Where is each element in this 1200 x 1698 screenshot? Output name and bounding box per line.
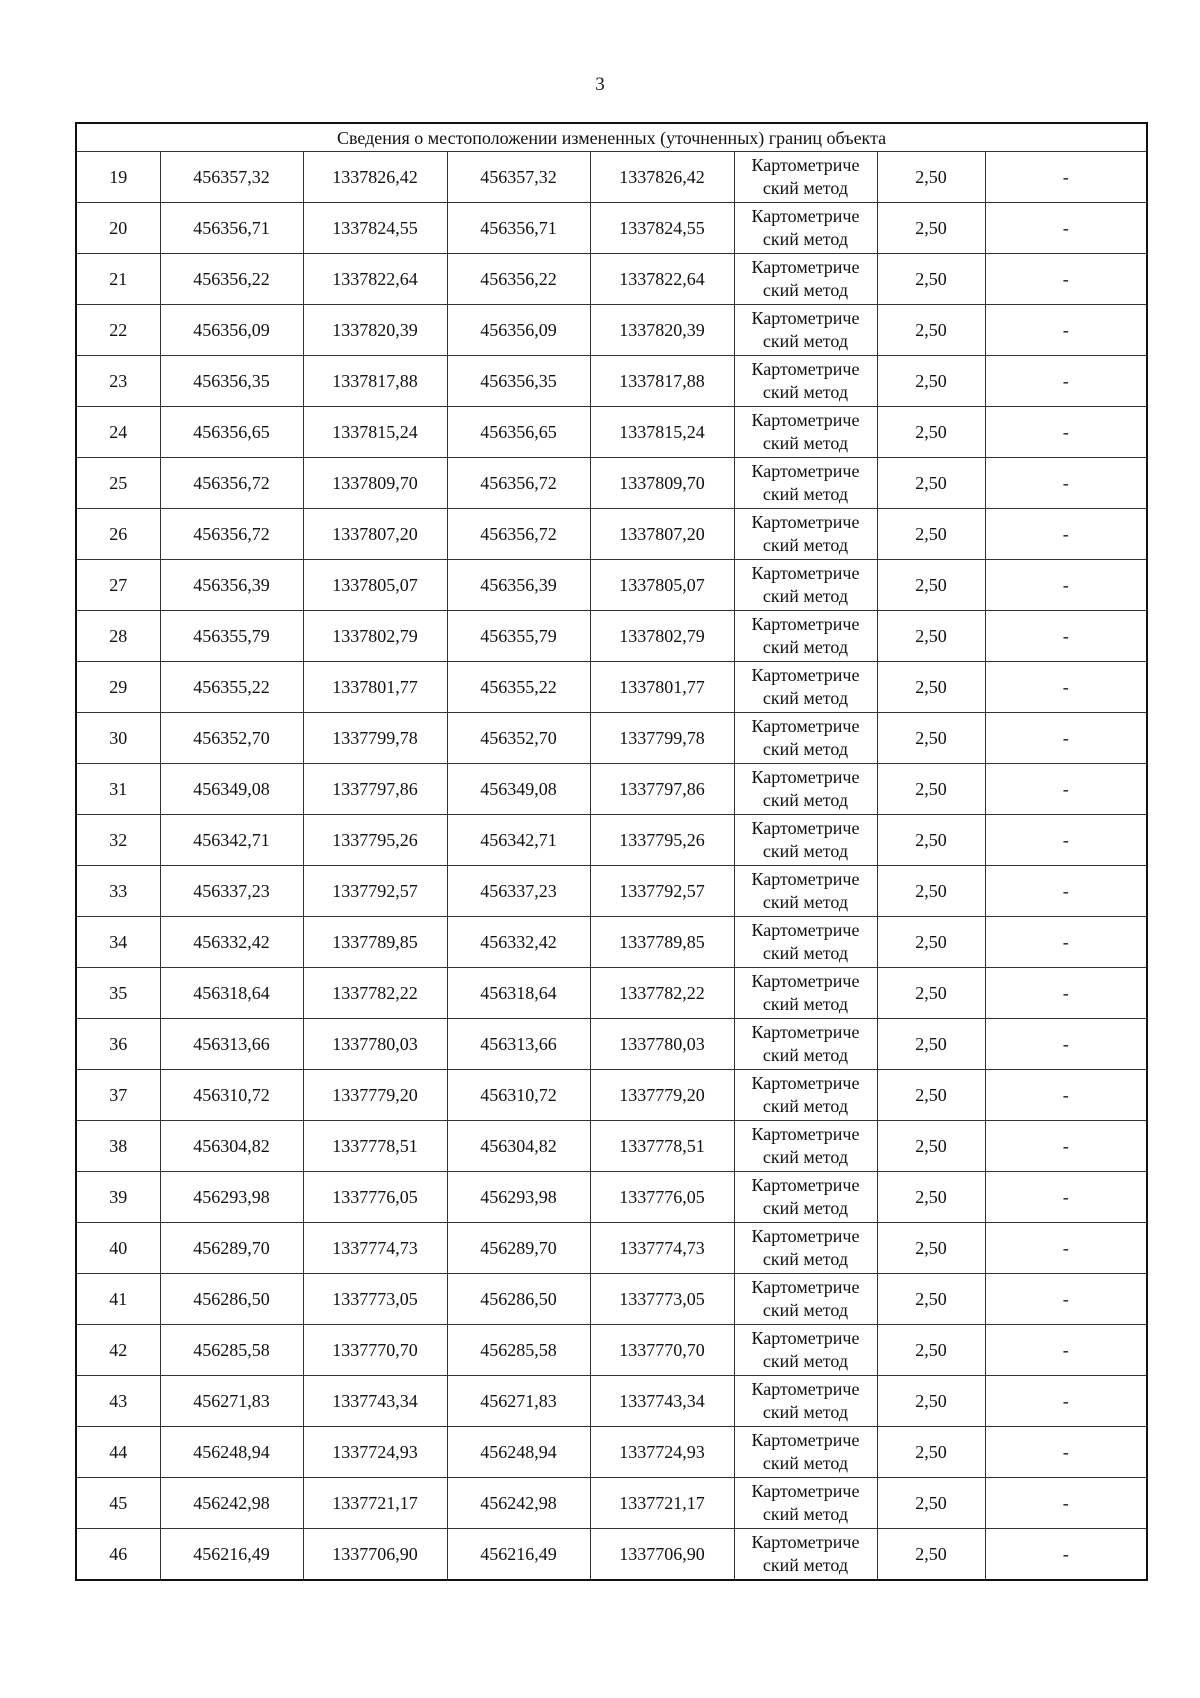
note-cell: -	[985, 917, 1147, 968]
note-cell: -	[985, 611, 1147, 662]
accuracy-cell: 2,50	[877, 662, 985, 713]
table-row	[76, 764, 1147, 815]
accuracy-cell: 2,50	[877, 203, 985, 254]
table-row	[76, 1478, 1147, 1529]
method-cell: Картометриче ский метод	[734, 815, 877, 866]
point-number-cell: 28	[76, 611, 160, 662]
x-existing-cell: 456356,39	[160, 560, 303, 611]
coordinates-table-container	[75, 122, 1146, 1581]
x-refined-cell: 456352,70	[447, 713, 590, 764]
accuracy-cell: 2,50	[877, 407, 985, 458]
x-existing-cell: 456356,35	[160, 356, 303, 407]
y-existing-cell: 1337802,79	[303, 611, 447, 662]
y-existing-cell: 1337724,93	[303, 1427, 447, 1478]
y-existing-cell: 1337801,77	[303, 662, 447, 713]
note-cell: -	[985, 356, 1147, 407]
note-cell: -	[985, 1427, 1147, 1478]
note-cell: -	[985, 152, 1147, 203]
accuracy-cell: 2,50	[877, 509, 985, 560]
accuracy-cell: 2,50	[877, 1478, 985, 1529]
y-existing-cell: 1337792,57	[303, 866, 447, 917]
method-cell: Картометриче ский метод	[734, 152, 877, 203]
method-cell: Картометриче ский метод	[734, 203, 877, 254]
method-cell: Картометриче ский метод	[734, 1121, 877, 1172]
x-refined-cell: 456285,58	[447, 1325, 590, 1376]
table-row	[76, 713, 1147, 764]
x-existing-cell: 456337,23	[160, 866, 303, 917]
x-refined-cell: 456304,82	[447, 1121, 590, 1172]
y-existing-cell: 1337778,51	[303, 1121, 447, 1172]
y-refined-cell: 1337706,90	[590, 1529, 734, 1581]
accuracy-cell: 2,50	[877, 1070, 985, 1121]
y-existing-cell: 1337721,17	[303, 1478, 447, 1529]
x-refined-cell: 456332,42	[447, 917, 590, 968]
page-number: 3	[595, 74, 605, 95]
y-existing-cell: 1337799,78	[303, 713, 447, 764]
y-existing-cell: 1337706,90	[303, 1529, 447, 1581]
y-refined-cell: 1337773,05	[590, 1274, 734, 1325]
table-row	[76, 1019, 1147, 1070]
note-cell: -	[985, 968, 1147, 1019]
point-number-cell: 21	[76, 254, 160, 305]
method-cell: Картометриче ский метод	[734, 1427, 877, 1478]
x-refined-cell: 456355,79	[447, 611, 590, 662]
accuracy-cell: 2,50	[877, 305, 985, 356]
y-existing-cell: 1337822,64	[303, 254, 447, 305]
y-existing-cell: 1337805,07	[303, 560, 447, 611]
table-row	[76, 407, 1147, 458]
y-existing-cell: 1337782,22	[303, 968, 447, 1019]
method-cell: Картометриче ский метод	[734, 356, 877, 407]
table-row	[76, 458, 1147, 509]
y-refined-cell: 1337789,85	[590, 917, 734, 968]
y-refined-cell: 1337801,77	[590, 662, 734, 713]
table-row	[76, 662, 1147, 713]
y-refined-cell: 1337826,42	[590, 152, 734, 203]
point-number-cell: 36	[76, 1019, 160, 1070]
table-row	[76, 866, 1147, 917]
x-refined-cell: 456356,72	[447, 458, 590, 509]
y-refined-cell: 1337797,86	[590, 764, 734, 815]
x-refined-cell: 456313,66	[447, 1019, 590, 1070]
x-refined-cell: 456242,98	[447, 1478, 590, 1529]
accuracy-cell: 2,50	[877, 611, 985, 662]
note-cell: -	[985, 1478, 1147, 1529]
y-existing-cell: 1337809,70	[303, 458, 447, 509]
point-number-cell: 22	[76, 305, 160, 356]
x-refined-cell: 456357,32	[447, 152, 590, 203]
x-existing-cell: 456332,42	[160, 917, 303, 968]
table-row	[76, 1427, 1147, 1478]
x-existing-cell: 456356,71	[160, 203, 303, 254]
accuracy-cell: 2,50	[877, 1325, 985, 1376]
table-row	[76, 254, 1147, 305]
point-number-cell: 33	[76, 866, 160, 917]
y-refined-cell: 1337815,24	[590, 407, 734, 458]
accuracy-cell: 2,50	[877, 1427, 985, 1478]
x-refined-cell: 456342,71	[447, 815, 590, 866]
point-number-cell: 25	[76, 458, 160, 509]
x-refined-cell: 456216,49	[447, 1529, 590, 1581]
note-cell: -	[985, 509, 1147, 560]
accuracy-cell: 2,50	[877, 254, 985, 305]
note-cell: -	[985, 1529, 1147, 1581]
x-refined-cell: 456337,23	[447, 866, 590, 917]
accuracy-cell: 2,50	[877, 1019, 985, 1070]
method-cell: Картометриче ский метод	[734, 1172, 877, 1223]
point-number-cell: 41	[76, 1274, 160, 1325]
y-refined-cell: 1337779,20	[590, 1070, 734, 1121]
x-refined-cell: 456310,72	[447, 1070, 590, 1121]
x-existing-cell: 456271,83	[160, 1376, 303, 1427]
table-row	[76, 1529, 1147, 1581]
point-number-cell: 37	[76, 1070, 160, 1121]
point-number-cell: 46	[76, 1529, 160, 1581]
method-cell: Картометриче ский метод	[734, 1274, 877, 1325]
x-refined-cell: 456248,94	[447, 1427, 590, 1478]
accuracy-cell: 2,50	[877, 815, 985, 866]
point-number-cell: 44	[76, 1427, 160, 1478]
y-existing-cell: 1337807,20	[303, 509, 447, 560]
point-number-cell: 35	[76, 968, 160, 1019]
note-cell: -	[985, 407, 1147, 458]
note-cell: -	[985, 1325, 1147, 1376]
note-cell: -	[985, 203, 1147, 254]
method-cell: Картометриче ский метод	[734, 917, 877, 968]
y-refined-cell: 1337780,03	[590, 1019, 734, 1070]
accuracy-cell: 2,50	[877, 1121, 985, 1172]
y-existing-cell: 1337826,42	[303, 152, 447, 203]
point-number-cell: 29	[76, 662, 160, 713]
accuracy-cell: 2,50	[877, 764, 985, 815]
y-refined-cell: 1337782,22	[590, 968, 734, 1019]
table-row	[76, 509, 1147, 560]
accuracy-cell: 2,50	[877, 866, 985, 917]
note-cell: -	[985, 764, 1147, 815]
x-existing-cell: 456242,98	[160, 1478, 303, 1529]
method-cell: Картометриче ский метод	[734, 866, 877, 917]
x-existing-cell: 456216,49	[160, 1529, 303, 1581]
y-refined-cell: 1337795,26	[590, 815, 734, 866]
x-existing-cell: 456356,09	[160, 305, 303, 356]
x-existing-cell: 456304,82	[160, 1121, 303, 1172]
x-existing-cell: 456248,94	[160, 1427, 303, 1478]
accuracy-cell: 2,50	[877, 1274, 985, 1325]
table-body	[76, 152, 1147, 1581]
accuracy-cell: 2,50	[877, 1376, 985, 1427]
y-refined-cell: 1337721,17	[590, 1478, 734, 1529]
table-row	[76, 305, 1147, 356]
x-existing-cell: 456293,98	[160, 1172, 303, 1223]
x-existing-cell: 456285,58	[160, 1325, 303, 1376]
note-cell: -	[985, 713, 1147, 764]
y-refined-cell: 1337824,55	[590, 203, 734, 254]
y-refined-cell: 1337805,07	[590, 560, 734, 611]
x-refined-cell: 456356,22	[447, 254, 590, 305]
y-existing-cell: 1337779,20	[303, 1070, 447, 1121]
x-existing-cell: 456318,64	[160, 968, 303, 1019]
note-cell: -	[985, 254, 1147, 305]
x-refined-cell: 456356,65	[447, 407, 590, 458]
point-number-cell: 19	[76, 152, 160, 203]
y-existing-cell: 1337824,55	[303, 203, 447, 254]
point-number-cell: 20	[76, 203, 160, 254]
y-existing-cell: 1337776,05	[303, 1172, 447, 1223]
point-number-cell: 30	[76, 713, 160, 764]
y-existing-cell: 1337817,88	[303, 356, 447, 407]
method-cell: Картометриче ский метод	[734, 1070, 877, 1121]
method-cell: Картометриче ский метод	[734, 305, 877, 356]
method-cell: Картометриче ский метод	[734, 968, 877, 1019]
table-row	[76, 203, 1147, 254]
y-refined-cell: 1337817,88	[590, 356, 734, 407]
table-row	[76, 152, 1147, 203]
y-refined-cell: 1337774,73	[590, 1223, 734, 1274]
table-row	[76, 1223, 1147, 1274]
method-cell: Картометриче ский метод	[734, 713, 877, 764]
x-existing-cell: 456356,72	[160, 458, 303, 509]
table-row	[76, 1121, 1147, 1172]
note-cell: -	[985, 1223, 1147, 1274]
accuracy-cell: 2,50	[877, 1172, 985, 1223]
note-cell: -	[985, 1019, 1147, 1070]
point-number-cell: 32	[76, 815, 160, 866]
table-row	[76, 1172, 1147, 1223]
y-refined-cell: 1337770,70	[590, 1325, 734, 1376]
accuracy-cell: 2,50	[877, 1529, 985, 1581]
note-cell: -	[985, 815, 1147, 866]
method-cell: Картометриче ский метод	[734, 1376, 877, 1427]
x-refined-cell: 456356,35	[447, 356, 590, 407]
y-existing-cell: 1337797,86	[303, 764, 447, 815]
accuracy-cell: 2,50	[877, 917, 985, 968]
note-cell: -	[985, 1274, 1147, 1325]
x-refined-cell: 456286,50	[447, 1274, 590, 1325]
accuracy-cell: 2,50	[877, 458, 985, 509]
point-number-cell: 26	[76, 509, 160, 560]
point-number-cell: 45	[76, 1478, 160, 1529]
table-row	[76, 1325, 1147, 1376]
note-cell: -	[985, 560, 1147, 611]
point-number-cell: 40	[76, 1223, 160, 1274]
method-cell: Картометриче ский метод	[734, 1325, 877, 1376]
x-refined-cell: 456356,71	[447, 203, 590, 254]
note-cell: -	[985, 305, 1147, 356]
x-existing-cell: 456349,08	[160, 764, 303, 815]
x-existing-cell: 456355,22	[160, 662, 303, 713]
method-cell: Картометриче ский метод	[734, 1019, 877, 1070]
point-number-cell: 23	[76, 356, 160, 407]
y-existing-cell: 1337773,05	[303, 1274, 447, 1325]
x-refined-cell: 456356,09	[447, 305, 590, 356]
y-refined-cell: 1337799,78	[590, 713, 734, 764]
coordinates-table	[75, 122, 1148, 1581]
x-refined-cell: 456318,64	[447, 968, 590, 1019]
x-refined-cell: 456349,08	[447, 764, 590, 815]
y-refined-cell: 1337802,79	[590, 611, 734, 662]
y-existing-cell: 1337820,39	[303, 305, 447, 356]
point-number-cell: 43	[76, 1376, 160, 1427]
point-number-cell: 34	[76, 917, 160, 968]
x-existing-cell: 456286,50	[160, 1274, 303, 1325]
point-number-cell: 42	[76, 1325, 160, 1376]
accuracy-cell: 2,50	[877, 356, 985, 407]
table-row	[76, 611, 1147, 662]
accuracy-cell: 2,50	[877, 1223, 985, 1274]
note-cell: -	[985, 1121, 1147, 1172]
x-refined-cell: 456293,98	[447, 1172, 590, 1223]
x-existing-cell: 456356,72	[160, 509, 303, 560]
y-existing-cell: 1337774,73	[303, 1223, 447, 1274]
point-number-cell: 38	[76, 1121, 160, 1172]
accuracy-cell: 2,50	[877, 968, 985, 1019]
table-row	[76, 1376, 1147, 1427]
x-refined-cell: 456355,22	[447, 662, 590, 713]
method-cell: Картометриче ский метод	[734, 254, 877, 305]
table-row	[76, 1274, 1147, 1325]
y-refined-cell: 1337776,05	[590, 1172, 734, 1223]
note-cell: -	[985, 1172, 1147, 1223]
x-refined-cell: 456356,72	[447, 509, 590, 560]
y-existing-cell: 1337770,70	[303, 1325, 447, 1376]
x-existing-cell: 456355,79	[160, 611, 303, 662]
x-existing-cell: 456342,71	[160, 815, 303, 866]
y-refined-cell: 1337792,57	[590, 866, 734, 917]
method-cell: Картометриче ский метод	[734, 458, 877, 509]
x-existing-cell: 456356,65	[160, 407, 303, 458]
table-caption: Сведения о местоположении измененных (уточненных) границ объекта	[76, 123, 1147, 152]
x-existing-cell: 456289,70	[160, 1223, 303, 1274]
table-row	[76, 917, 1147, 968]
table-row	[76, 968, 1147, 1019]
point-number-cell: 39	[76, 1172, 160, 1223]
x-existing-cell: 456352,70	[160, 713, 303, 764]
y-refined-cell: 1337778,51	[590, 1121, 734, 1172]
table-row	[76, 815, 1147, 866]
accuracy-cell: 2,50	[877, 560, 985, 611]
method-cell: Картометриче ский метод	[734, 1223, 877, 1274]
y-refined-cell: 1337743,34	[590, 1376, 734, 1427]
point-number-cell: 31	[76, 764, 160, 815]
table-row	[76, 560, 1147, 611]
x-refined-cell: 456271,83	[447, 1376, 590, 1427]
note-cell: -	[985, 1070, 1147, 1121]
y-existing-cell: 1337789,85	[303, 917, 447, 968]
x-refined-cell: 456356,39	[447, 560, 590, 611]
accuracy-cell: 2,50	[877, 713, 985, 764]
x-existing-cell: 456310,72	[160, 1070, 303, 1121]
table-row	[76, 1070, 1147, 1121]
accuracy-cell: 2,50	[877, 152, 985, 203]
y-refined-cell: 1337820,39	[590, 305, 734, 356]
y-existing-cell: 1337743,34	[303, 1376, 447, 1427]
x-refined-cell: 456289,70	[447, 1223, 590, 1274]
method-cell: Картометриче ский метод	[734, 662, 877, 713]
method-cell: Картометриче ский метод	[734, 509, 877, 560]
note-cell: -	[985, 458, 1147, 509]
y-refined-cell: 1337724,93	[590, 1427, 734, 1478]
y-refined-cell: 1337809,70	[590, 458, 734, 509]
table-row	[76, 356, 1147, 407]
y-existing-cell: 1337780,03	[303, 1019, 447, 1070]
point-number-cell: 24	[76, 407, 160, 458]
y-existing-cell: 1337815,24	[303, 407, 447, 458]
method-cell: Картометриче ский метод	[734, 764, 877, 815]
y-existing-cell: 1337795,26	[303, 815, 447, 866]
point-number-cell: 27	[76, 560, 160, 611]
y-refined-cell: 1337822,64	[590, 254, 734, 305]
method-cell: Картометриче ский метод	[734, 1478, 877, 1529]
method-cell: Картометриче ский метод	[734, 611, 877, 662]
x-existing-cell: 456313,66	[160, 1019, 303, 1070]
method-cell: Картометриче ский метод	[734, 1529, 877, 1581]
method-cell: Картометриче ский метод	[734, 407, 877, 458]
x-existing-cell: 456357,32	[160, 152, 303, 203]
note-cell: -	[985, 866, 1147, 917]
method-cell: Картометриче ский метод	[734, 560, 877, 611]
y-refined-cell: 1337807,20	[590, 509, 734, 560]
note-cell: -	[985, 1376, 1147, 1427]
note-cell: -	[985, 662, 1147, 713]
x-existing-cell: 456356,22	[160, 254, 303, 305]
